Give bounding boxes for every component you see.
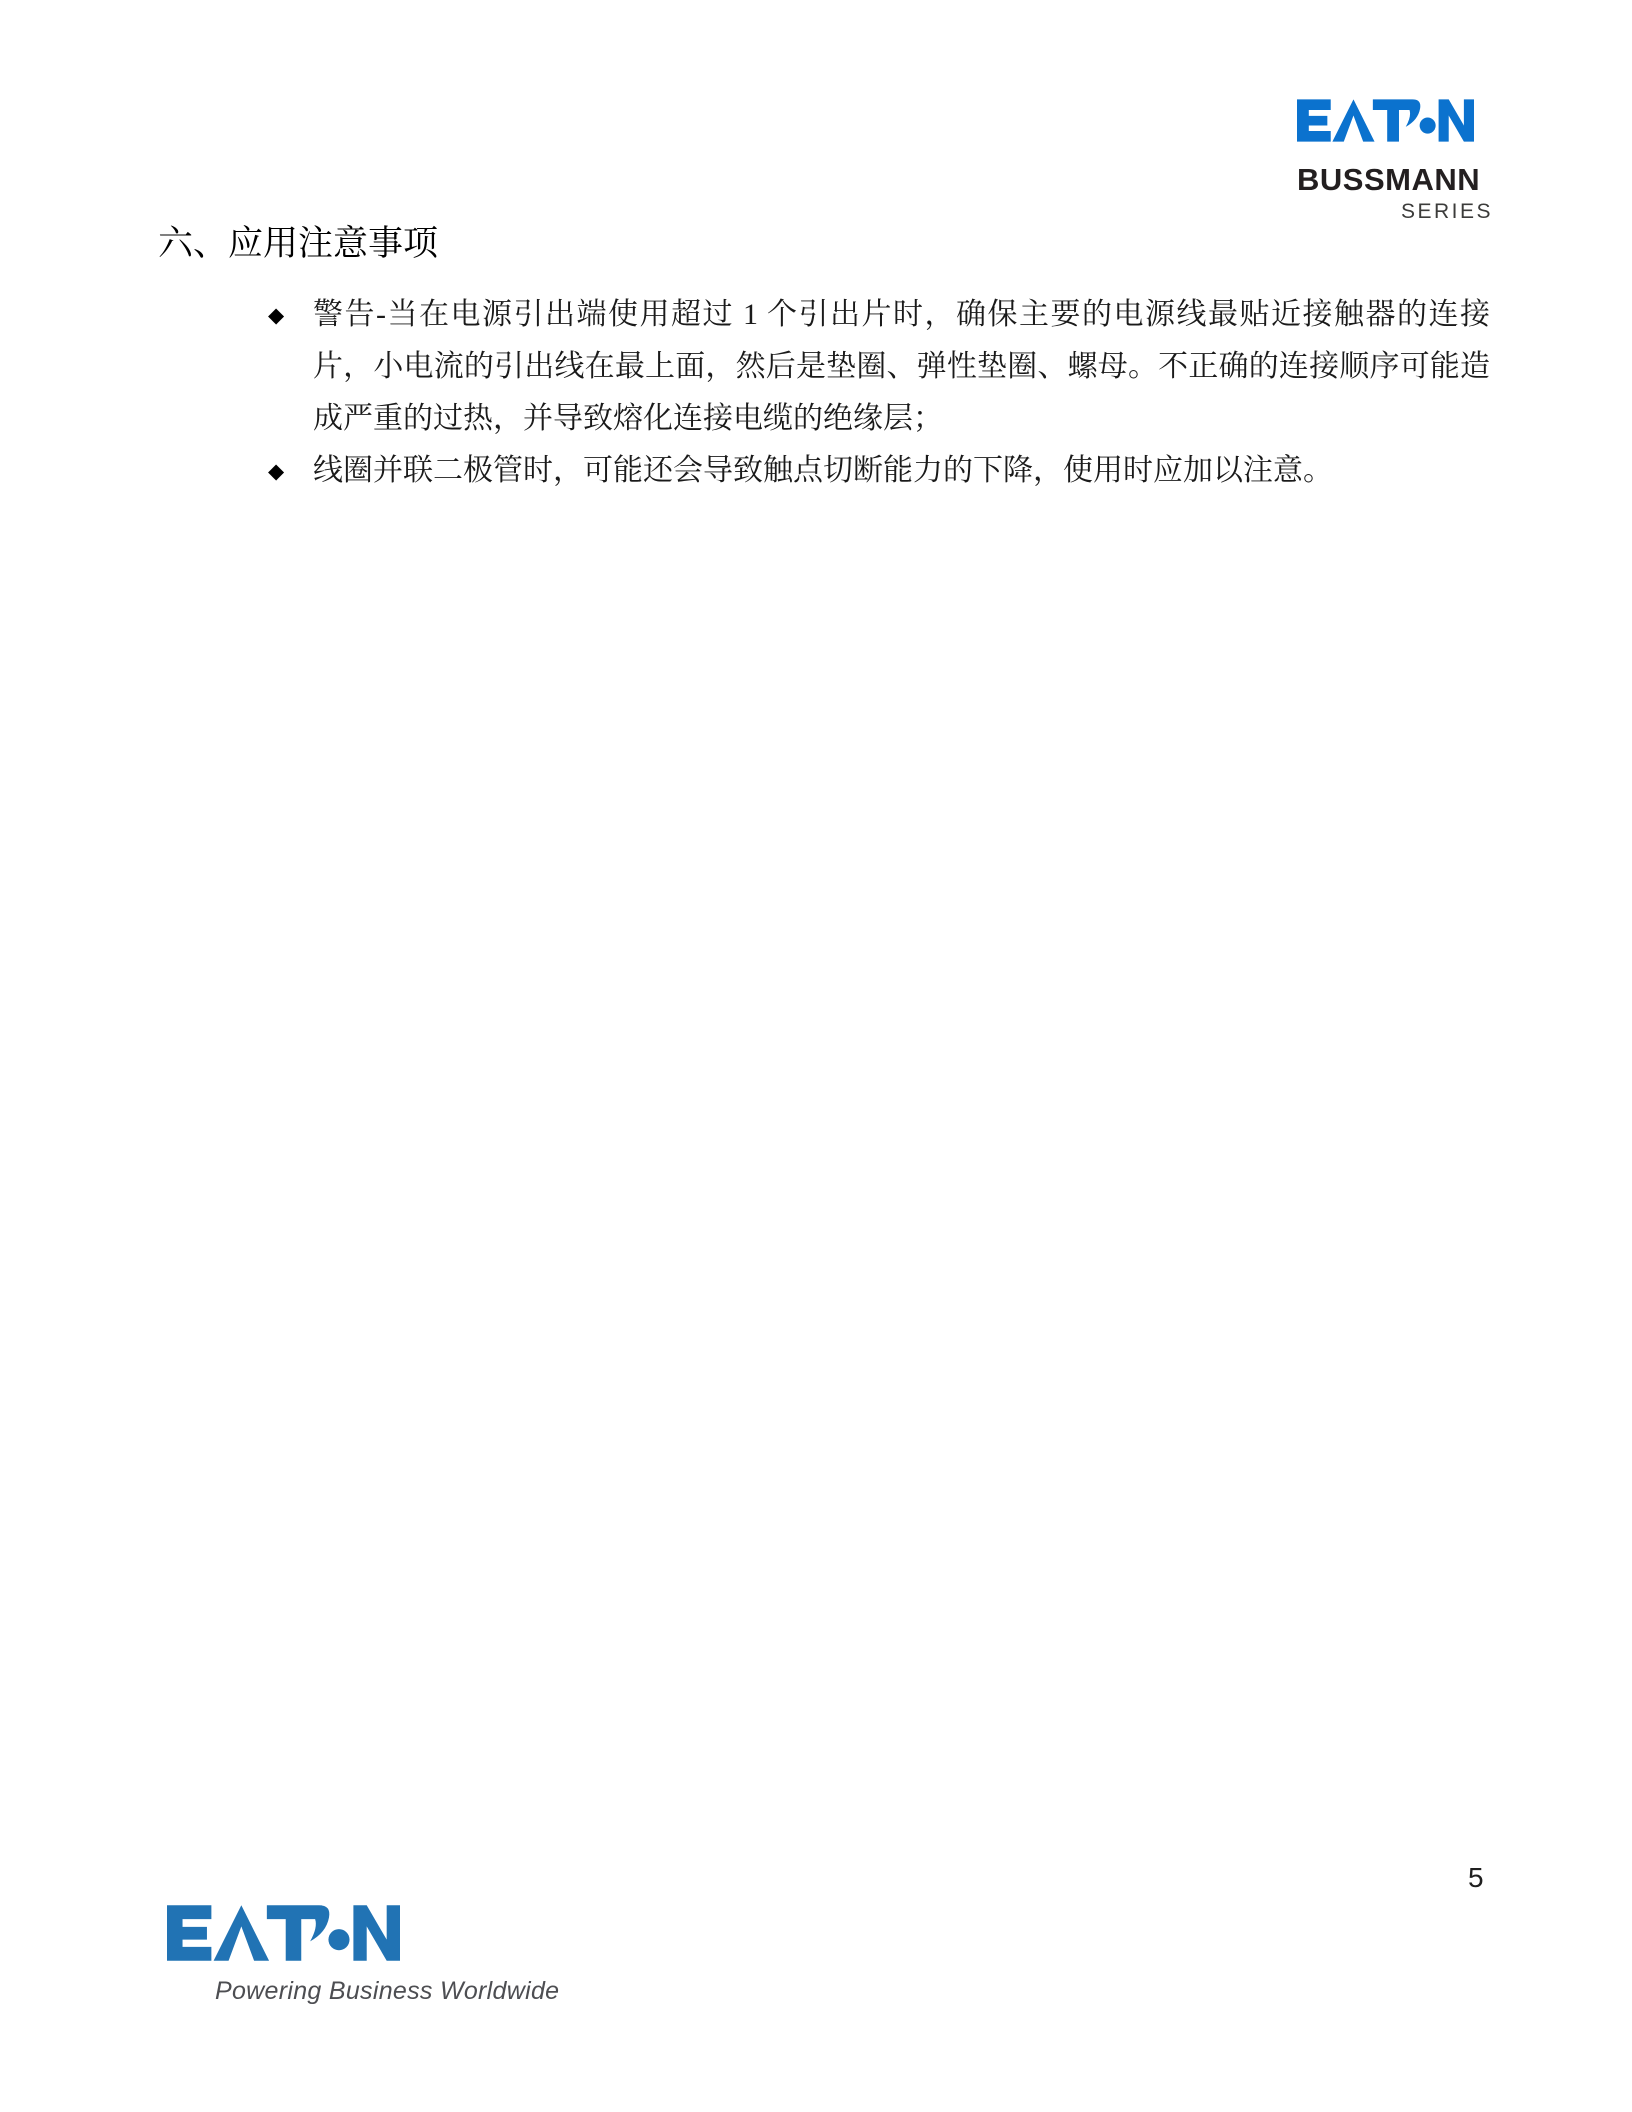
header-brand-block xyxy=(1297,96,1493,222)
eaton-logo-icon xyxy=(1297,96,1474,145)
list-item xyxy=(268,289,1490,445)
footer-brand-block xyxy=(167,1901,559,2004)
note-text: 警告-当在电源引出端使用超过 1 个引出片时，确保主要的电源线最贴近接触器的连接片，小电流的引出线在最上面，然后是垫圈、弹性垫圈、螺母。不正确的连接顺序可能造成严重的过热，并导致熔化连接电缆的绝缘层； xyxy=(313,298,1490,435)
diamond-bullet-icon: ◆ xyxy=(268,303,285,327)
diamond-bullet-icon: ◆ xyxy=(268,459,285,483)
notes-list xyxy=(268,289,1490,497)
list-item xyxy=(268,445,1490,497)
series-wordmark: SERIES xyxy=(1400,200,1493,223)
eaton-tagline: Powering Business Worldwide xyxy=(215,1977,560,2005)
note-text: 线圈并联二极管时，可能还会导致触点切断能力的下降，使用时应加以注意。 xyxy=(313,454,1333,487)
eaton-logo-icon xyxy=(167,1901,400,1965)
page-number: 5 xyxy=(1468,1862,1484,1893)
section-heading: 六、应用注意事项 xyxy=(158,224,439,263)
bussmann-wordmark: BUSSMANN xyxy=(1297,162,1481,197)
